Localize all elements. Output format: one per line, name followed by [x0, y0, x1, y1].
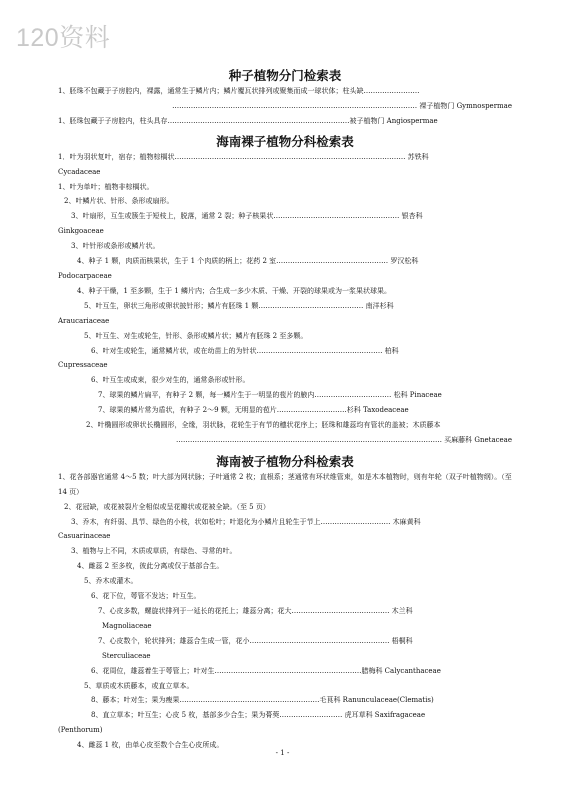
key-line: 1．叶为羽状复叶，宿存；植物棕榈状……………………………………………………………………………………… 苏铁科 — [58, 152, 429, 161]
key-line: 3、乔木，有纤弱、具节、绿色的小枝，状如松叶；叶退化为小鳞片且轮生于节上………………………… 木麻黄科 — [71, 517, 421, 526]
key-line: Cycadaceae — [58, 167, 101, 176]
key-line: …………………………………………………………………………………………… 裸子植物门 Gymnospermae — [172, 101, 512, 110]
page-number: - 1 - — [275, 749, 290, 757]
key-line: 7、球果的鳞片常为盾状，有种子 2～9 颗，无明显的苞片…………………………杉科 Taxodeaceae — [98, 406, 409, 415]
key-line: 1、胚珠不包藏于子房腔内，裸露，通常生于鳞片内；鳞片覆瓦状排列或聚集而成一球状体；柱头缺…………………… — [58, 87, 420, 95]
key-line: Ginkgoaceae — [58, 227, 104, 236]
key-line: 7、球果的鳞片扁平，有种子 2 颗，每一鳞片生于一明显的苞片的腋内…………………………… 松科 Pinaceae — [98, 391, 442, 400]
key-line: 3、叶针形或条形或鳞片状。 — [71, 242, 160, 251]
key-line: 6、叶对生或轮生，通常鳞片状，或在幼苗上的为针状……………………………………………… 柏科 — [91, 346, 399, 355]
key-line: 5、乔木或灌木。 — [84, 577, 138, 586]
key-line: 8、直立草本；叶互生；心皮 5 枚，基部多少合生；果为蓇葖……………………… 虎耳草科 Saxifragaceae — [91, 711, 426, 720]
section-title: 海南被子植物分科检索表 — [216, 453, 354, 469]
document-page — [58, 68, 512, 753]
key-line: 6、叶互生或成束，很少对生的，通常条形或针形。 — [91, 376, 250, 385]
section-title: 海南裸子植物分科检索表 — [216, 133, 354, 149]
key-line: 7、心皮多数，螺旋状排列于一延长的花托上；雄蕊分离；花大…………………………………… 木兰科 — [98, 607, 413, 615]
key-line: 6、花下位，萼管不发达；叶互生。 — [91, 592, 201, 601]
key-line: 6、花周位，雄蕊着生于萼管上；叶对生………………………………………………………腊梅科 Calycanthaceae — [91, 666, 441, 675]
key-line: Podocarpaceae — [58, 271, 112, 280]
key-line: (Penthorum) — [58, 726, 103, 735]
key-line: …………………………………………………………………………………………………… 买麻藤科 Gnetaceae — [175, 435, 512, 444]
watermark: 120资料 — [16, 24, 111, 52]
key-line: 5、叶互生，卵状三角形或卵状披针形；鳞片有胚珠 1 颗……………………………………… 南洋杉科 — [84, 301, 394, 310]
key-line: 4、种子 1 颗，肉质而核果状，生于 1 个肉质的柄上；花药 2 室………………………………………… 罗汉松科 — [77, 257, 419, 266]
document-body — [58, 68, 512, 753]
key-line: Araucariaceae — [58, 316, 110, 325]
key-line: 8、藤本；叶对生；果为瘦果……………………………………………………毛茛科 Ranunculaceae(Clematis) — [91, 696, 434, 705]
key-line: 4、雌蕊 2 至多枚，彼此分离或仅于基部合生。 — [77, 562, 224, 571]
key-line: Casuarinaceae — [58, 532, 111, 541]
key-line: 5、草质或木质藤本，或直立草本。 — [84, 681, 194, 690]
section-title: 种子植物分门检索表 — [228, 68, 342, 83]
key-line: 2、叶鳞片状、针形、条形或扇形。 — [64, 197, 174, 206]
key-line: 3、叶扇形，互生或簇生于短枝上，脱落，通常 2 裂；种子核果状……………………………………………… 银杏科 — [71, 212, 423, 221]
key-line: 3、植物与上不同，木质或草质，有绿色、寻常的叶。 — [71, 547, 237, 556]
key-line: 2、花冠缺，或花被裂片全相似或呈花瓣状或花被全缺。（至 5 页） — [64, 502, 270, 511]
key-line: 5、叶互生、对生或轮生，针形、条形或鳞片状；鳞片有胚珠 2 至多颗。 — [84, 331, 308, 340]
key-line: 1、胚珠包藏于子房腔内，柱头具存……………………………………………………………………被子植物门 Angiospermae — [58, 116, 438, 125]
key-line: 2、叶椭圆形或卵状长椭圆形，全缘，羽状脉，花轮生于有节的穗状花序上；胚珠和雄蕊均有管状的盖被；木质藤本 — [86, 421, 441, 430]
section-2 — [58, 134, 512, 448]
key-line: Magnoliaceae — [102, 621, 152, 630]
key-line: 1、花各部器官通常 4～5 数；叶大部为网状脉；子叶通常 2 枚；直根系；茎通常有环状维管束，如是木本植物时，则有年轮（双子叶植物纲）。（至 14 页） — [58, 472, 512, 496]
section-3 — [58, 454, 512, 753]
section-1 — [58, 68, 512, 129]
key-line: 4、雌蕊 1 枚，由单心皮至数个合生心皮所成。 — [77, 741, 224, 750]
key-line: 4、种子干燥，1 至多颗，生于 1 鳞片内；合生成一多少木质、干燥、开裂的球果或为一浆果状球果。 — [77, 286, 392, 295]
key-line: 7、心皮数个，轮状排列；雄蕊合生成一管，花小…………………………………………………… 梧桐科 — [98, 636, 413, 645]
key-line: Sterculiaceae — [102, 651, 151, 660]
key-line: Cupressaceae — [58, 361, 108, 370]
key-line: 1、叶为单叶；植物非棕榈状。 — [58, 182, 154, 191]
